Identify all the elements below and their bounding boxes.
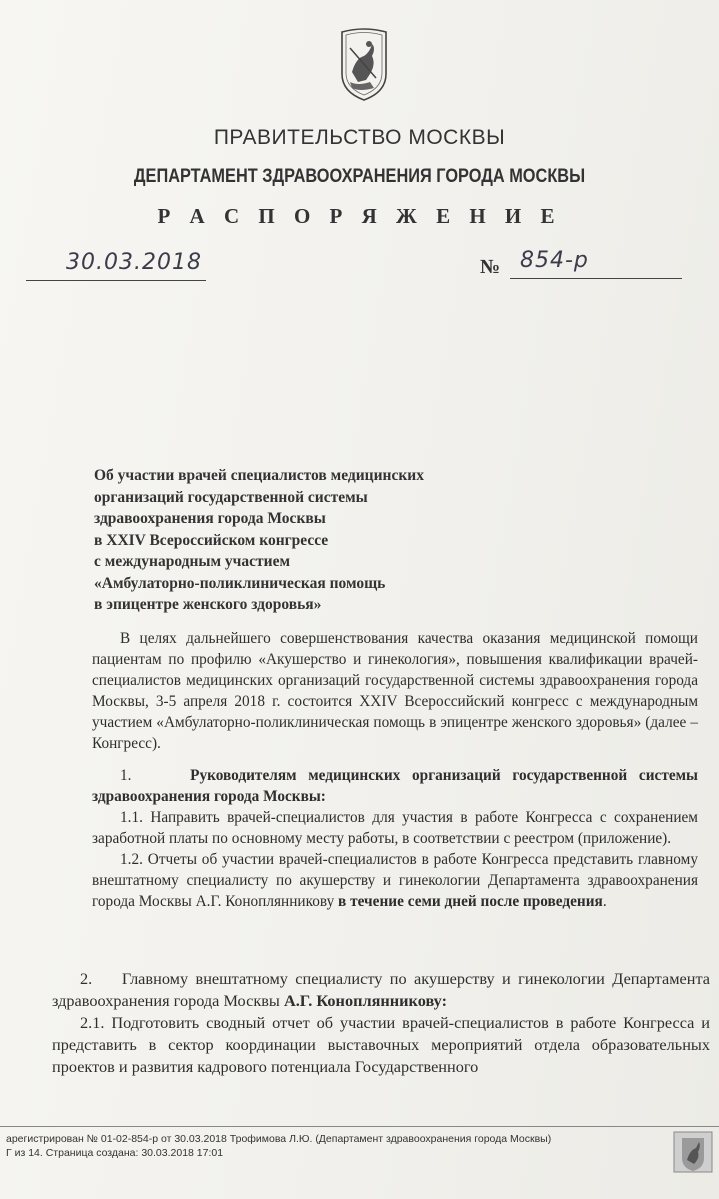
item-1-2: [92, 849, 698, 912]
government-title: ПРАВИТЕЛЬСТВО МОСКВЫ: [213, 126, 506, 149]
intro-paragraph: [92, 628, 698, 754]
item-1-1: 1.1. Направить врачей-специалистов для участия в работе Конгресса с сохранением заработной платы по основному месту работы, в соответствии с реестром (приложение).: [92, 809, 698, 847]
subject-line: здравоохранения города Москвы: [94, 510, 326, 527]
item-1-2-deadline: в течение семи дней после проведения: [338, 893, 603, 910]
number-underline: [510, 278, 682, 279]
document-type-title: Р А С П О Р Я Ж Е Н И Е: [157, 204, 562, 228]
section-1-heading-text: Руководителям медицинских организаций государственной системы здравоохранения города Москвы:: [92, 767, 698, 805]
item-1-2-text: 1.2. Отчеты об участии врачей-специалистов в работе Конгресса представить главному внештатному специалисту по акушерству и гинекологии Департамента здравоохранения города Москвы А.Г. Коноплянникову: [92, 851, 698, 910]
subject-line: «Амбулаторно-поликлиническая помощь: [94, 574, 386, 592]
handwritten-date: 30.03.2018: [66, 250, 202, 275]
coat-of-arms-stamp-icon: [672, 1130, 714, 1174]
section-2-number: 2.: [80, 969, 93, 988]
subject-line: в эпицентре женского здоровья»: [94, 596, 322, 613]
section-1: [92, 765, 698, 912]
registration-footer: [6, 1132, 551, 1160]
section-2-name: А.Г. Коноплянникову:: [283, 991, 448, 1010]
footer-divider: [0, 1126, 719, 1127]
subject-line: организаций государственной системы: [94, 488, 368, 506]
footer-line-2: Г из 14. Страница создана: 30.03.2018 17:01: [6, 1147, 224, 1159]
number-label: №: [480, 256, 501, 278]
section-1-number: 1.: [120, 767, 132, 784]
item-1-2-end: .: [602, 893, 607, 910]
department-title: ДЕПАРТАМЕНТ ЗДРАВООХРАНЕНИЯ ГОРОДА МОСКВЫ: [133, 166, 586, 187]
intro-text: В целях дальнейшего совершенствования качества оказания медицинской помощи пациентам по профилю «Акушерство и гинекология», повышения квалификации врачей-специалистов медицинских организаций государственной системы здравоохранения города Москвы, 3-5 апреля 2018 г. состоится XXIV Всероссийский конгресс с международным участием «Амбулаторно-поликлиническая помощь в эпицентре женского здоровья» (далее – Конгресс).: [92, 630, 698, 752]
section-1-heading: [92, 765, 698, 807]
item-2-1: 2.1. Подготовить сводный отчет об участии врачей-специалистов в работе Конгресса и представить в сектор координации выставочных мероприятий отдела образовательных проектов и развития кадрового потенциала Государственного: [52, 1013, 710, 1076]
date-field: [26, 250, 206, 281]
subject-line: Об участии врачей специалистов медицинских: [94, 467, 424, 484]
section-2: [52, 968, 710, 1078]
section-2-heading-text: Главному внештатному специалисту по акушерству и гинекологии Департамента здравоохранения города Москвы: [52, 969, 710, 1010]
order-subject: [94, 465, 424, 616]
handwritten-number: 854-р: [520, 248, 589, 273]
subject-line: в XXIV Всероссийском конгрессе: [94, 531, 329, 549]
subject-line: с международным участием: [94, 553, 291, 570]
footer-line-1: арегистрирован № 01-02-854-р от 30.03.2018 Трофимова Л.Ю. (Департамент здравоохранения города Москвы): [6, 1133, 552, 1145]
moscow-coat-of-arms-icon: [336, 22, 392, 102]
section-2-heading: [52, 968, 710, 1012]
